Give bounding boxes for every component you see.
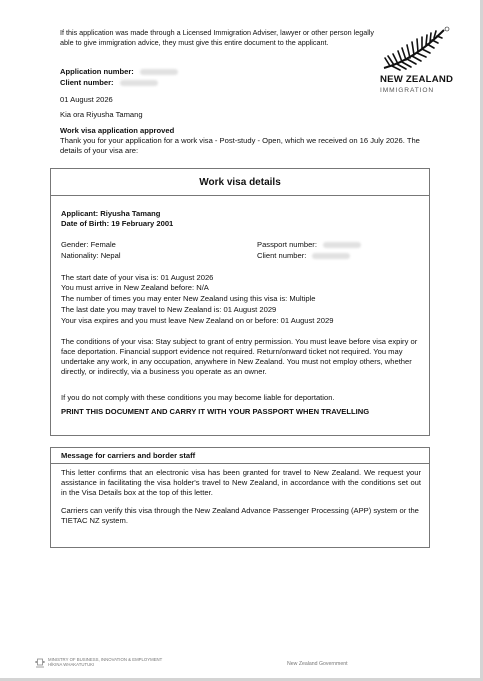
letter-date: 01 August 2026 bbox=[60, 95, 113, 104]
gender-value: Female bbox=[90, 240, 116, 249]
government-wordmark: New Zealand Government bbox=[287, 661, 348, 667]
visa-conditions-text: The conditions of your visa: Stay subject to grant of entry permission. You must leave before visa expiry or face deportation. Financial support evidence not required. Return/onward ticket not required. You may undertake any work, in any occupation, anywhere in New Zealand. You must not employ others, whether directly, or indirectly, via a business you operate as an owner. bbox=[61, 337, 418, 377]
carriers-paragraph-1: This letter confirms that an electronic visa has been granted for travel to New Zealand. We request your assistance in facilitating the visa holder's travel to New Zealand, in accordance with the conditions set out in the Visa Details box at the top of this letter. bbox=[61, 468, 421, 498]
work-visa-details-box bbox=[50, 168, 430, 436]
nationality-row bbox=[61, 251, 421, 261]
passport-number-field bbox=[257, 240, 361, 250]
client-number-row bbox=[60, 78, 158, 88]
applicant-row bbox=[61, 209, 421, 219]
comply-warning: If you do not comply with these conditions you may become liable for deportation. bbox=[61, 393, 335, 402]
start-date-text: The start date of your visa is: 01 August 2026 bbox=[61, 273, 214, 282]
nationality-value: Nepal bbox=[100, 251, 121, 260]
arrive-before-text: You must arrive in New Zealand before: N/A bbox=[61, 283, 209, 292]
client-number-label: Client number: bbox=[60, 78, 114, 87]
immigration-logo bbox=[380, 26, 456, 95]
carriers-paragraph-2: Carriers can verify this visa through the New Zealand Advance Passenger Processing (APP) system or the TIETAC NZ system. bbox=[61, 506, 419, 526]
logo-brand-text: NEW ZEALAND bbox=[380, 74, 454, 85]
details-client-number-field bbox=[257, 251, 350, 261]
greeting: Kia ora Riyusha Tamang bbox=[60, 110, 143, 119]
nationality-label: Nationality: bbox=[61, 251, 99, 260]
thank-you-text: Thank you for your application for a work visa - Post-study - Open, which we received on 16 July 2026. The details of your visa are: bbox=[60, 136, 420, 156]
dob-value: 19 February 2001 bbox=[111, 219, 174, 228]
redacted-passport-number bbox=[323, 242, 361, 248]
details-divider bbox=[51, 195, 429, 196]
expiry-text: Your visa expires and you must leave New Zealand on or before: 01 August 2029 bbox=[61, 316, 334, 325]
intro-notice: If this application was made through a Licensed Immigration Adviser, lawyer or other person legally able to give immigration advice, they must give this entire document to the applicant. bbox=[60, 28, 375, 47]
approval-heading: Work visa application approved bbox=[60, 126, 175, 135]
application-number-row bbox=[60, 67, 178, 77]
redacted-client-number bbox=[120, 80, 158, 86]
gender-label: Gender: bbox=[61, 240, 89, 249]
redacted-application-number bbox=[140, 69, 178, 75]
gender-row bbox=[61, 240, 421, 250]
applicant-label: Applicant: bbox=[61, 209, 99, 218]
details-client-number-label: Client number: bbox=[257, 251, 307, 260]
applicant-name: Riyusha Tamang bbox=[100, 209, 161, 218]
entries-text: The number of times you may enter New Zealand using this visa is: Multiple bbox=[61, 294, 316, 303]
coat-of-arms-icon bbox=[35, 657, 45, 669]
dob-row bbox=[61, 219, 421, 229]
carriers-divider bbox=[51, 463, 429, 464]
logo-sub-text: IMMIGRATION bbox=[380, 86, 435, 94]
application-number-label: Application number: bbox=[60, 67, 134, 76]
carriers-heading: Message for carriers and border staff bbox=[61, 451, 196, 460]
passport-number-label: Passport number: bbox=[257, 240, 317, 249]
ministry-name: MINISTRY OF BUSINESS, INNOVATION & EMPLOYMENT bbox=[48, 657, 163, 662]
carriers-message-box bbox=[50, 447, 430, 548]
dob-label: Date of Birth: bbox=[61, 219, 110, 228]
last-travel-text: The last date you may travel to New Zealand is: 01 August 2029 bbox=[61, 305, 277, 314]
redacted-details-client-number bbox=[312, 253, 350, 259]
details-title: Work visa details bbox=[199, 177, 281, 188]
silver-fern-icon bbox=[380, 26, 450, 72]
print-notice: PRINT THIS DOCUMENT AND CARRY IT WITH YOUR PASSPORT WHEN TRAVELLING bbox=[61, 407, 370, 416]
ministry-maori-name: HĪKINA WHAKATUTUKI bbox=[48, 662, 95, 668]
